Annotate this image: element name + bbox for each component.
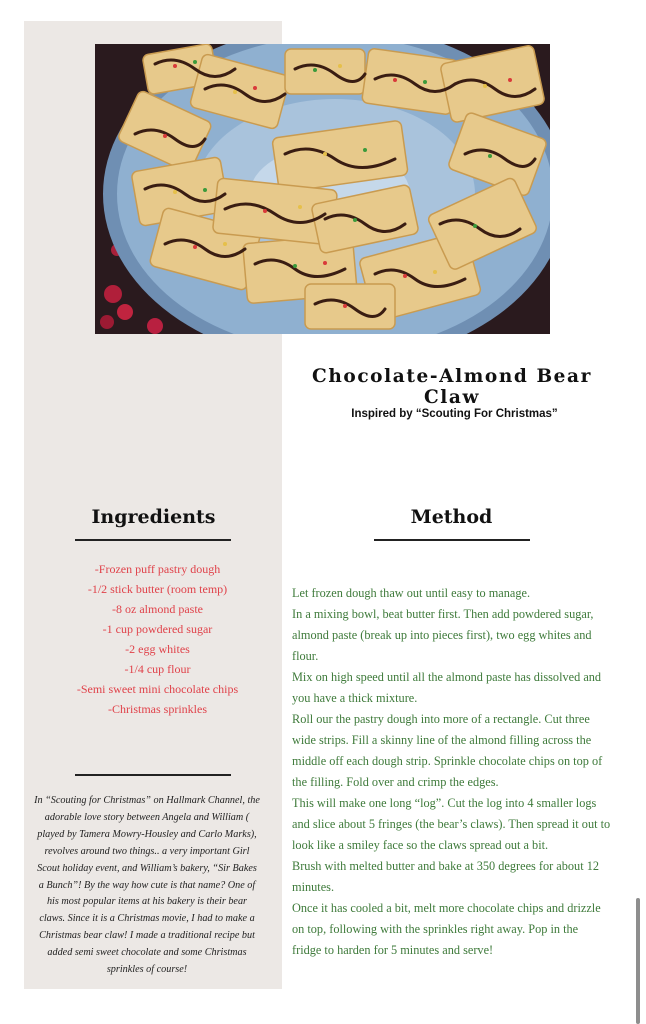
story-paragraph: In “Scouting for Christmas” on Hallmark Channel, the adorable love story between Angela and William ( played by Tamera Mowry-Housley and Carlo Marks), revolves around two things.. a very important Girl Scout holiday event, and William’s bakery, “Sir Bakes a Bunch”! By the way how cute is that name? One of his most popular items at his bakery is their bear claws. Since it is a Christmas movie, I had to make a Christmas bear claw! I made a traditional recipe but added semi sweet chocolate and some Christmas sprinkles of course! (34, 795, 260, 976)
method-line: middle off each dough strip. Sprinkle chocolate chips on top of (292, 754, 603, 768)
method-line: Brush with melted butter and bake at 350 degrees for about 12 (292, 859, 599, 873)
method-line: almond paste (break up into pieces first), two egg whites and (292, 628, 592, 642)
ingredient-item: -1 cup powdered sugar (102, 622, 213, 636)
ingredients-heading: Ingredients (91, 506, 216, 528)
ingredients-list (40, 559, 275, 719)
recipe-title: Chocolate-Almond Bear Claw (312, 366, 592, 408)
method-line: Once it has cooled a bit, melt more chocolate chips and drizzle (292, 901, 601, 915)
method-line: the filling. Fold over and crimp the edges. (292, 775, 499, 789)
ingredient-item: -Frozen puff pastry dough (94, 562, 221, 576)
method-divider (374, 539, 530, 541)
pastry-photo-drawing (95, 44, 550, 334)
method-line: you have a thick mixture. (292, 691, 418, 705)
ingredient-item: -8 oz almond paste (112, 602, 203, 616)
ingredient-item: -2 egg whites (125, 642, 190, 656)
method-heading: Method (410, 506, 493, 528)
vertical-scrollbar[interactable] (636, 898, 640, 1024)
bear-claw-pastries-photo (95, 44, 550, 334)
story-divider (75, 774, 231, 776)
method-line: In a mixing bowl, beat butter first. Then add powdered sugar, (292, 607, 594, 621)
method-line: wide strips. Fill a skinny line of the almond filling across the (292, 733, 592, 747)
ingredient-item: -1/4 cup flour (124, 662, 191, 676)
method-line: look like a smiley face so the claws spread out a bit. (292, 838, 549, 852)
method-line: Let frozen dough thaw out until easy to manage. (292, 586, 531, 600)
method-line: minutes. (292, 880, 335, 894)
method-line: This will make one long “log”. Cut the log into 4 smaller logs (292, 796, 597, 810)
method-line: flour. (292, 649, 319, 663)
ingredient-item: -1/2 stick butter (room temp) (87, 582, 228, 596)
method-line: Roll our the pastry dough into more of a rectangle. Cut three (292, 712, 590, 726)
method-steps (292, 583, 630, 961)
ingredients-divider (75, 539, 231, 541)
ingredient-item: -Christmas sprinkles (108, 702, 207, 716)
method-line: on top, following with the sprinkles right away. Pop in the (292, 922, 579, 936)
ingredient-item: -Semi sweet mini chocolate chips (76, 682, 239, 696)
method-line: Mix on high speed until all the almond paste has dissolved and (292, 670, 602, 684)
recipe-subtitle: Inspired by “Scouting For Christmas” (351, 408, 558, 420)
method-line: fridge to harden for 5 minutes and serve! (292, 943, 494, 957)
method-line: and slice about 5 fringes (the bear’s claws). Then spread it out to (292, 817, 611, 831)
